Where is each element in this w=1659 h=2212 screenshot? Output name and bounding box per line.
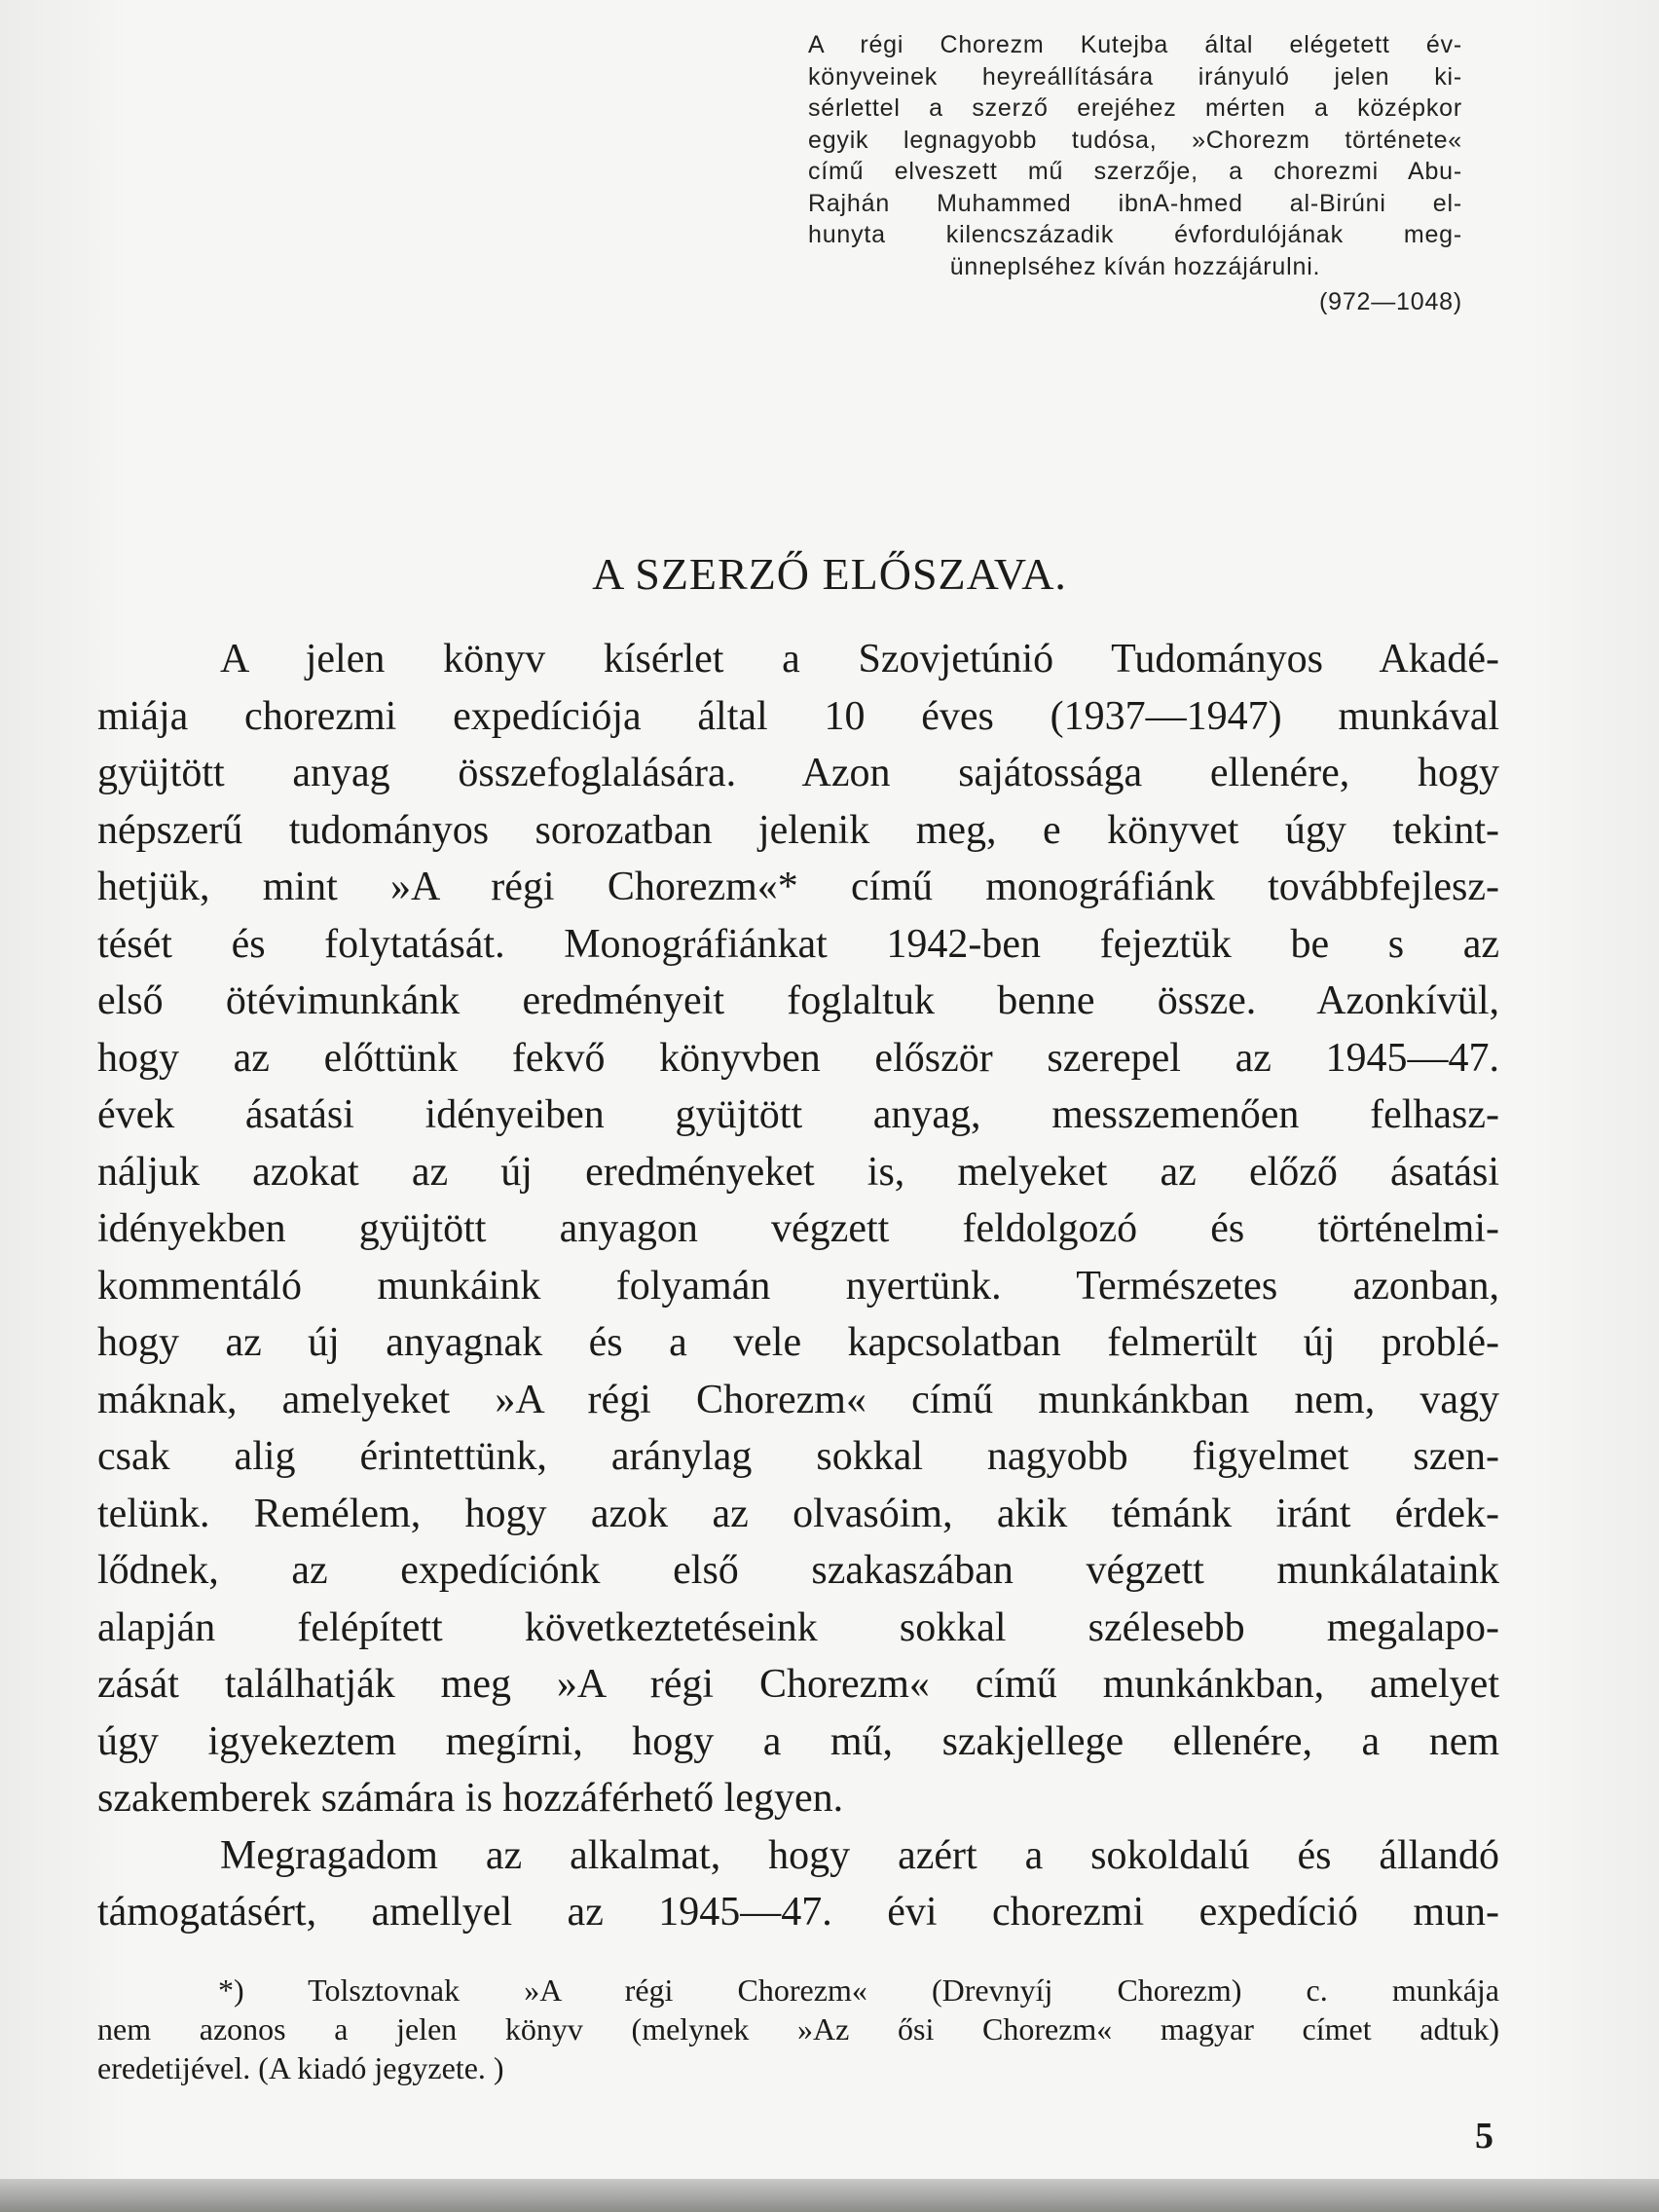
text-line: csak alig érintettünk, aránylag sokkal nagyobb figyelmet szen- xyxy=(97,1434,1499,1479)
text-line: tését és folytatását. Monográfiánkat 1942-ben fejeztük be s az xyxy=(97,921,1499,967)
text-line: gyüjtött anyag összefoglalására. Azon sajátossága ellenére, hogy xyxy=(97,751,1499,795)
dedication-line: A régi Chorezm Kutejba által elégetett év- xyxy=(808,31,1462,58)
dedication-line: hunyta kilencszázadik évfordulójának meg- xyxy=(808,221,1462,248)
page-number: 5 xyxy=(1475,2116,1493,2157)
text-line: náljuk azokat az új eredményeket is, melyeket az előző ásatási xyxy=(97,1149,1499,1195)
text-line: Megragadom az alkalmat, hogy azért a sokoldalú és állandó xyxy=(220,1832,1499,1878)
paragraph-2 xyxy=(97,1827,1499,1941)
text-line: hogy az új anyagnak és a vele kapcsolatban felmerült új problé- xyxy=(97,1320,1499,1365)
text-line: úgy igyekeztem megírni, hogy a mű, szakjellege ellenére, a nem xyxy=(97,1718,1499,1764)
text-line: zását találhatják meg »A régi Chorezm« című munkánkban, amelyet xyxy=(97,1662,1499,1707)
text-line: támogatásért, amellyel az 1945—47. évi chorezmi expedíció mun- xyxy=(97,1890,1499,1935)
text-line: hogy az előttünk fekvő könyvben először szerepel az 1945—47. xyxy=(97,1035,1499,1081)
text-line: hetjük, mint »A régi Chorezm«* című monográfiánk továbbfejlesz- xyxy=(97,865,1499,909)
text-line: alapján felépített következtetéseink sokkal szélesebb megalapo- xyxy=(97,1604,1499,1650)
footnote-line: eredetijével. (A kiadó jegyzete. ) xyxy=(97,2050,504,2085)
text-line: máknak, amelyeket »A régi Chorezm« című munkánkban nem, vagy xyxy=(97,1377,1499,1422)
text-line: telünk. Remélem, hogy azok az olvasóim, akik témánk iránt érdek- xyxy=(97,1491,1499,1536)
dedication-line: című elveszett mű szerzője, a chorezmi Abu- xyxy=(808,158,1462,185)
text-line: lődnek, az expedíciónk első szakaszában végzett munkálataink xyxy=(97,1548,1499,1593)
footnote-line: *) Tolsztovnak »A régi Chorezm« (Drevnyíj Chorezm) c. munkája xyxy=(218,1972,1499,2008)
text-line: évek ásatási idényeiben gyüjtött anyag, messzemenően felhasz- xyxy=(97,1092,1499,1137)
text-line: A jelen könyv kísérlet a Szovjetúnió Tudományos Akadé- xyxy=(220,637,1499,682)
footnote-line: nem azonos a jelen könyv (melynek »Az ősi Chorezm« magyar címet adtuk) xyxy=(97,2011,1499,2046)
dedication-years: (972—1048) xyxy=(1319,288,1462,315)
paragraph-1 xyxy=(97,631,1499,1827)
dedication-line: könyveinek heyreállítására irányuló jelen ki- xyxy=(808,62,1462,91)
dedication-line: ünneplséhez kíván hozzájárulni. xyxy=(949,252,1321,280)
text-line: miája chorezmi expedíciója által 10 éves (1937—1947) munkával xyxy=(97,693,1499,739)
page-title: A SZERZŐ ELŐSZAVA. xyxy=(592,549,1067,599)
dedication-line: sérlettel a szerző erejéhez mérten a középkor xyxy=(808,94,1462,122)
dedication-line: egyik legnagyobb tudósa, »Chorezm története« xyxy=(808,126,1462,154)
dedication-block xyxy=(808,29,1462,318)
text-line: idényekben gyüjtött anyagon végzett feldolgozó és történelmi- xyxy=(97,1206,1499,1251)
footnote xyxy=(97,1971,1499,2087)
main-text xyxy=(97,631,1499,1941)
text-line: első ötévimunkánk eredményeit foglaltuk benne össze. Azonkívül, xyxy=(97,978,1499,1023)
dedication-line: Rajhán Muhammed ibnA-hmed al-Birúni el- xyxy=(808,189,1462,217)
text-line: népszerű tudományos sorozatban jelenik meg, e könyvet úgy tekint- xyxy=(97,807,1499,853)
page-edge-shadow xyxy=(0,2179,1659,2212)
text-line: kommentáló munkáink folyamán nyertünk. Természetes azonban, xyxy=(97,1263,1499,1309)
text-line: szakemberek számára is hozzáférhető legyen. xyxy=(97,1776,844,1821)
